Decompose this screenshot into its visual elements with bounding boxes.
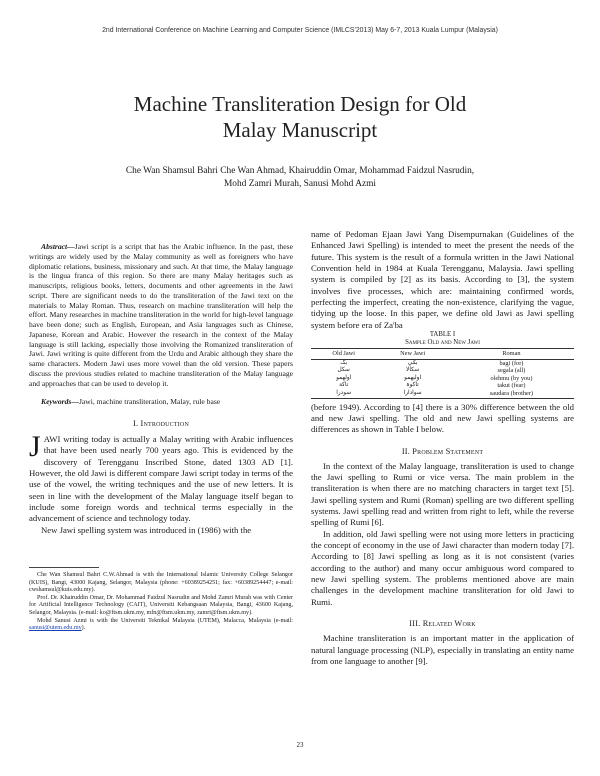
authors-line-1: Che Wan Shamsul Bahri Che Wan Ahmad, Khairuddin Omar, Mohammad Faidzul Nasrudin, [125,166,475,176]
drop-cap: J [29,430,41,463]
footnote-2: Prof. Dr. Khairuddin Omar, Dr. Mohammad Faidzul Nasrudin and Mohd Zamri Murah was with Center for Artificial Intelligence Technology (CAIT), Universiti Kebangsaan Malaysia, Bangi, 43600 Kajang, Selangor, Malaysia. (e-mail: ko@ftsm.ukm.my, mfn@ftsm.ukm.my, zamri@ftsm.ukm.my). [29,594,293,616]
section-heading-introduction: I. Introduction [132,419,189,428]
footnote-3: Mohd Sanusi Azmi is with the Universiti Teknikal Malaysia (UTEM), Malacca, Malaysia (e-mail: sanusi@utem.edu.my). [29,617,293,632]
table-caption: Sample Old and New Jawi [405,339,480,347]
footnotes [29,572,293,633]
title-line-2: Malay Manuscript [222,118,378,142]
footnote-rule [29,567,99,568]
title-line-1: Machine Transliteration Design for Old [133,92,467,116]
paper-title [60,91,540,143]
keywords-text: Jawi, machine transliteration, Malay, rule base [78,397,221,407]
intro-paragraph-2: New Jawi spelling system was introduced in (1986) with the [41,524,252,535]
author-list [70,165,530,191]
conference-header: 2nd International Conference on Machine Learning and Computer Science (IMLCS'2013) May 6-7, 2013 Kuala Lumpur (Malaysia) [102,27,498,34]
table-row: سکل سکالا segala (all) [337,367,526,375]
problem-paragraph-2: In addition, old Jawi spelling were not using more letters in practicing the concept of economy in the use of Jawi character than modern today [7]. According to [8] Jawi spelling as long as it is not consistent (varies according to the author) and many occur ambiguous word compared to new Jawi spelling system. The problems mentioned above are main challenges in the development machine transliteration for old Jawi to Rumi. [311,528,574,607]
email-link[interactable]: sanusi@utem.edu.my [29,625,82,632]
problem-paragraph-1: In the context of the Malay language, transliteration is used to change the Jawi spelling to Rumi or vice versa. The main problem in the transliteration is when there are no matching characters in target text [5]. Jawi spelling system and Rumi (Roman) spelling are two different spelling systems. Jawi spelling read and written from right to left, while the reverse spelling of Rumi [6]. [311,460,574,528]
table-row: تاکة تاکوة takut (fear) [339,382,526,390]
authors-line-2: Mohd Zamri Murah, Sanusi Mohd Azmi [223,179,377,189]
table-row: اولهمو اوليهمو olehmu (by you) [336,374,533,382]
abstract-text: Jawi script is a script that has the Arabic influence. In the past, these writings are widely used by the Malay community as well as foreigners who have diplomatic relations, business, missionary and such. At that time, the Malay language is the lingua franca of this region. So there are many Malay heritages such as manuscripts, religious books, letters, documents and other agreements in the Jawi script. There are significant needs to do the transliteration of the Jawi text on the materials to Malay Roman. Thus, research on machine transliteration will help the effort. Many researches in machine transliteration in the world for high-level language have been done; such as English, European, and Asia languages such as Chinese, Japanese, Korean and Arabic. However the research in the context of the Malay language is still lacking, especially those involving the Romanized transliteration of Jawi. Jawi writing is quite different from the Urdu and Arabic although they share the same characters. Modern Jawi uses more vowel than the old version. These papers discuss the previous studies related to machine transliteration of the Malay language and approaches that can be used to develop it. [29,242,293,388]
table-row: سودرا سوادارا saudara (brother) [311,390,574,398]
keywords-label: Keywords— [41,397,79,407]
table-label: TABLE I [429,331,456,339]
section-heading-related-work: III. Related Work [409,619,476,629]
table-header-old-jawi: Old Jawi [311,349,376,360]
table-1 [311,331,574,399]
abstract-label: Abstract— [41,242,75,251]
table-header-roman: Roman [449,349,574,360]
related-paragraph-1: Machine transliteration is an important matter in the application of natural language processing (NLP), especially in translating an entity name from one language to another [9]. [311,633,574,666]
abstract [29,242,293,388]
table-header-new-jawi: New Jawi [376,349,448,360]
intro-paragraph-1: JAWI writing today is actually a Malay writing with Arabic influences that have been used nearly 700 years ago. This is evidenced by the discovery of Terengganu Inscribed Stone, dated 1303 AD [1]. However, the old Jawi is different compare Jawi script today in terms of the use of the vowel, the writing techniques and the use of new letters. It is seen in line with the development of the Malay language itself began to include some foreign words and technical terms especially in the advancement of science and technology today. [29,430,293,524]
keywords [29,397,293,407]
section-heading-problem-statement: II. Problem Statement [401,446,484,456]
left-column [29,242,293,536]
page-number: 23 [296,741,304,749]
right-column [311,229,574,667]
intro-paragraph-3: name of Pedoman Ejaan Jawi Yang Disempurnakan (Guidelines of the Enhanced Jawi Spelling) is intended to meet the present the needs of the future. This system is the result of a formula written in the Jawi National Convention held in 1984 at Kuala Terengganu, Malaysia. Jawi spelling system is compiled by [2] as its basis. According to [3], the system involves five processes, which are: maintaining confirmed words, perfecting the imperfect, creating the non-existence, clarifying the vague, tidying up the loose. In this paper, we define old Jawi as Jawi spelling system before era of Za'ba [311,229,574,330]
intro-paragraph-4: (before 1949). According to [4] there is a 30% difference between the old and new Jawi spelling. The old and new Jawi spelling systems are differences as shown in Table I below. [311,401,574,435]
footnote-1: Che Wan Shamsul Bahri C.W.Ahmad is with the International Islamic University College Selangor (KUIS), Bangi, 43000 Kajang, Selangor, Malaysia (phone: +60389254251; fax: +60389254447; e-mail: cwshamsul@kuis.edu.my). [29,572,293,594]
jawi-table [311,348,574,399]
table-row: بک بݢي bagi (for) [340,359,524,367]
